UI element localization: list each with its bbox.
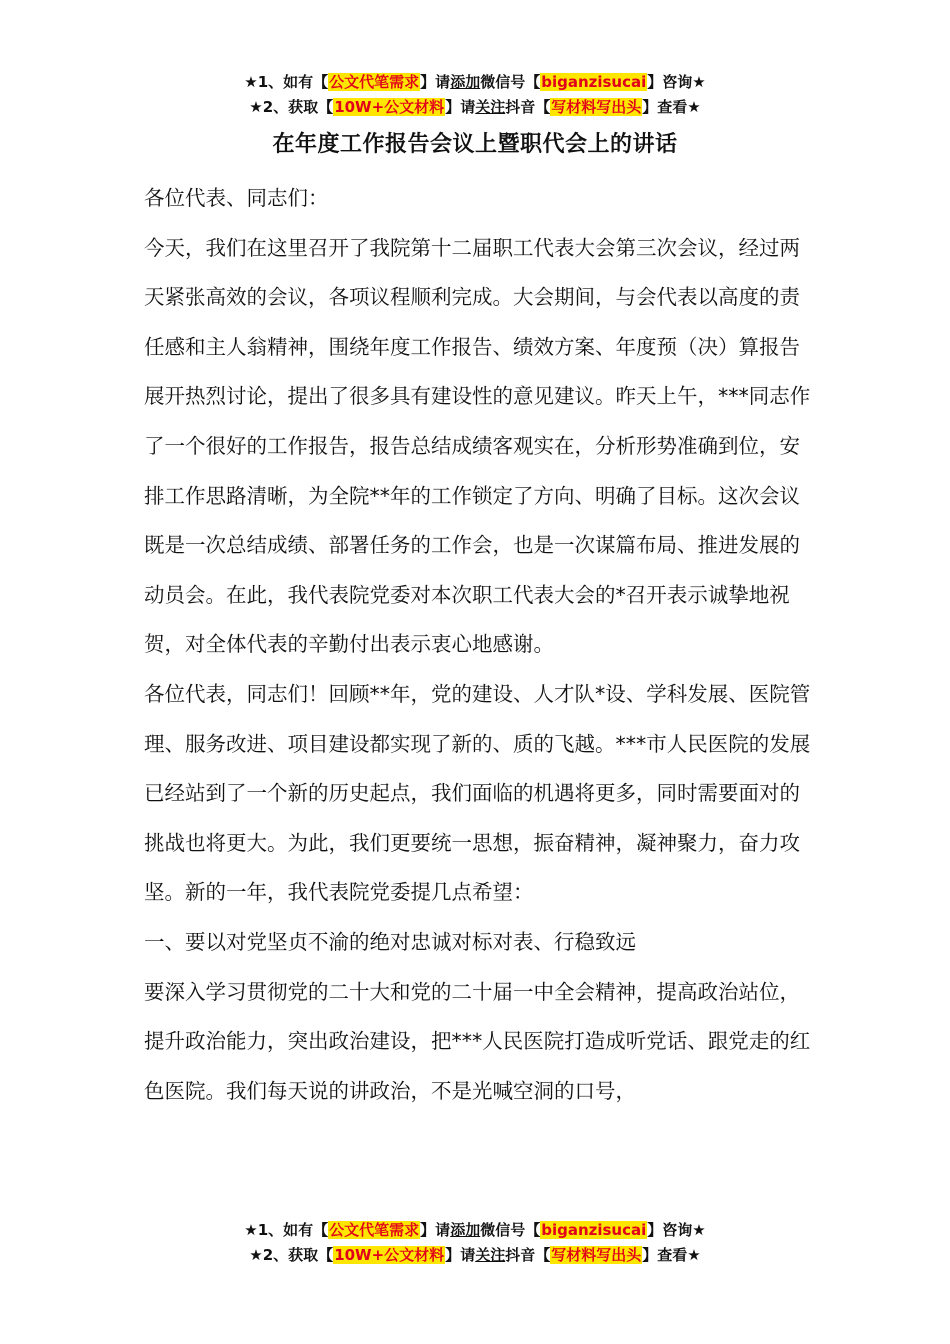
paragraph-salutation: 各位代表、同志们： <box>144 186 329 210</box>
promo-line-2: ★2、获取【10W+公文材料】请关注抖音【写材料写出头】查看★ <box>249 98 701 116</box>
highlight-materials: 10W+公文材料 <box>334 1246 445 1264</box>
section-heading-1: 一、要以对党坚贞不渝的绝对忠诚对标对表、行稳致远 <box>144 929 636 954</box>
paragraph-section-1: 要深入学习贯彻党的二十大和党的二十届一中全会精神，提高政治站位，提升政治能力，突出政治建设，把***人民医院打造成听党话、跟党走的红色医院。我们每天说的讲政治，不是光喊空洞的口号， <box>144 979 811 1103</box>
highlight-douyin-id: 写材料写出头 <box>551 1246 642 1264</box>
promo-line-2: ★2、获取【10W+公文材料】请关注抖音【写材料写出头】查看★ <box>249 1246 701 1264</box>
highlight-douyin-id: 写材料写出头 <box>551 98 642 116</box>
highlight-wechat-id: biganzisucai <box>541 73 647 91</box>
document-body <box>144 174 814 1116</box>
highlight-service: 公文代笔需求 <box>329 1221 420 1239</box>
promo-line-1: ★1、如有【公文代笔需求】请添加微信号【biganzisucai】咨询★ <box>244 73 706 91</box>
promo-banner-bottom <box>0 1218 950 1268</box>
highlight-service: 公文代笔需求 <box>329 73 420 91</box>
highlight-materials: 10W+公文材料 <box>334 98 445 116</box>
document-title: 在年度工作报告会议上暨职代会上的讲话 <box>272 132 678 157</box>
promo-banner-top <box>0 70 950 120</box>
paragraph-opening: 今天，我们在这里召开了我院第十二届职工代表大会第三次会议，经过两天紧张高效的会议，各项议程顺利完成。大会期间，与会代表以高度的责任感和主人翁精神，围绕年度工作报告、绩效方案、年度预（决）算报告展开热烈讨论，提出了很多具有建设性的意见建议。昨天上午，***同志作了一个很好的工作报告，报告总结成绩客观实在，分析形势准确到位，安排工作思路清晰，为全院**年的工作锁定了方向、明确了目标。这次会议既是一次总结成绩、部署任务的工作会，也是一次谋篇布局、推进发展的动员会。在此，我代表院党委对本次职工代表大会的*召开表示诚挚地祝贺，对全体代表的辛勤付出表示衷心地感谢。 <box>144 235 811 657</box>
highlight-wechat-id: biganzisucai <box>541 1221 647 1239</box>
promo-line-1: ★1、如有【公文代笔需求】请添加微信号【biganzisucai】咨询★ <box>244 1221 706 1239</box>
paragraph-review: 各位代表，同志们！回顾**年，党的建设、人才队*设、学科发展、医院管理、服务改进、项目建设都实现了新的、质的飞越。***市人民医院的发展已经站到了一个新的历史起点，我们面临的机遇将更多，同时需要面对的挑战也将更大。为此，我们更要统一思想，振奋精神，凝神聚力，奋力攻坚。新的一年，我代表院党委提几点希望： <box>144 681 811 905</box>
